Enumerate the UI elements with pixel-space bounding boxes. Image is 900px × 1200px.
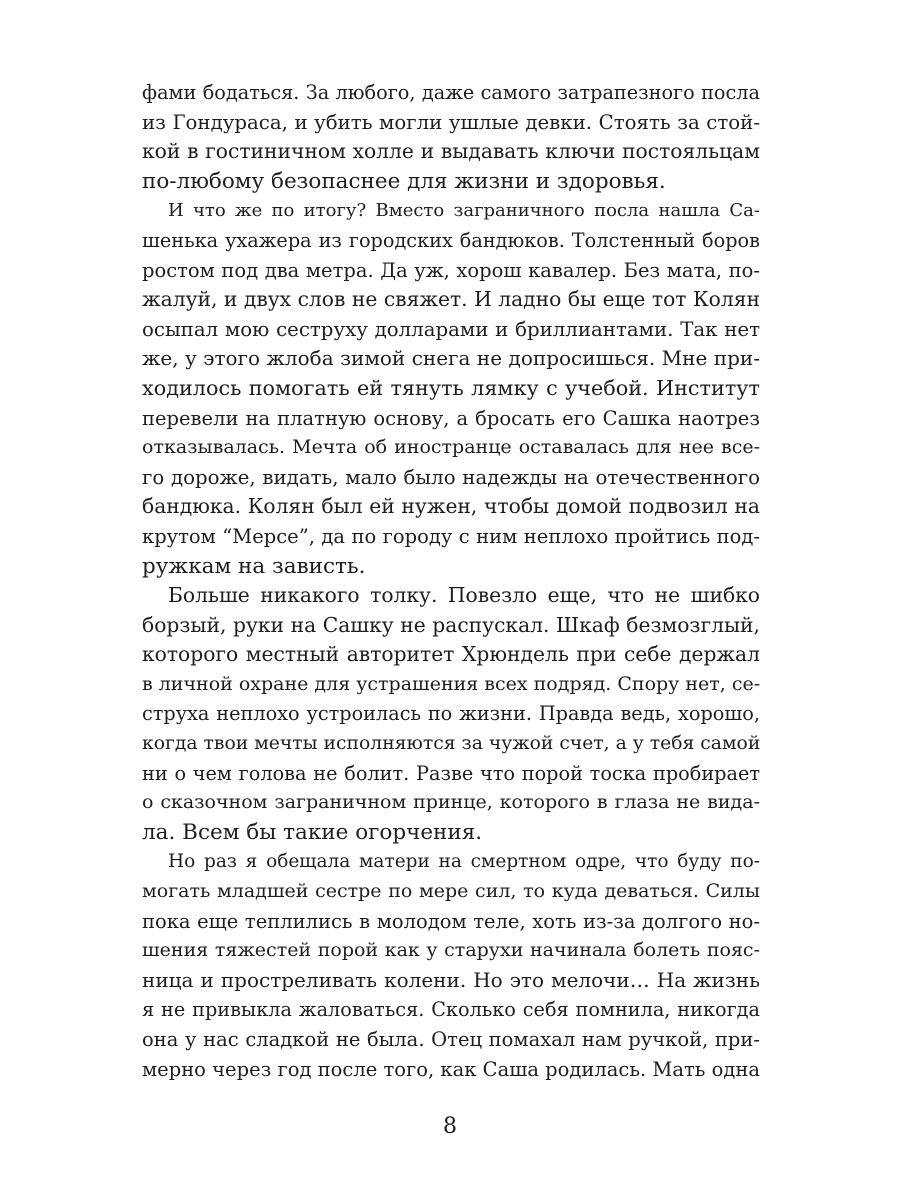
text-line: Но раз я обещала матери на смертном одре, что буду по-: [168, 851, 760, 873]
text-line: же, у этого жлоба зимой снега не допросишься. Мне при-: [142, 346, 760, 371]
text-line: фами бодаться. За любого, даже самого затрапезного посла: [142, 81, 760, 104]
text-line: в личной охране для устрашения всех подряд. Спору нет, се-: [142, 672, 761, 695]
text-line: ростом под два метра. Да уж, хорош кавалер. Без мата, по-: [142, 258, 760, 282]
text-line: И что же по итогу? Вместо заграничного посла нашла Са-: [168, 200, 760, 222]
text-line: ница и простреливать колени. Но это мелочи… На жизнь: [142, 967, 760, 992]
text-line: она у нас сладкой не была. Отец помахал нам ручкой, при-: [142, 1028, 760, 1051]
text-line: го дороже, видать, мало было надежды на отечественного: [142, 465, 760, 489]
text-line: когда твои мечты исполняются за чужой счет, а у тебя самой: [142, 733, 761, 755]
text-line: ла. Всем бы такие огорчения.: [142, 819, 483, 845]
text-line: мерно через год после того, как Саша родилась. Мать одна: [142, 1057, 760, 1081]
text-line: бандюка. Колян был ей нужен, чтобы домой подвозил на: [142, 494, 760, 519]
text-line: о сказочном заграничном принце, которого в глаза не вида-: [142, 791, 760, 814]
text-line: шения тяжестей порой как у старухи начинала болеть пояс-: [142, 939, 760, 962]
text-line: осыпал мою сеструху долларами и бриллиантами. Так нет: [142, 317, 760, 341]
text-line: борзый, руки на Сашку не распускал. Шкаф безмозглый,: [142, 612, 760, 637]
text-line: ни о чем голова не болит. Разве что порой тоска пробирает: [142, 761, 760, 785]
text-line: пока еще теплились в молодом теле, хоть из-за долгого но-: [142, 909, 760, 933]
text-line: струха неплохо устроилась по жизни. Правда ведь, хорошо,: [142, 702, 760, 726]
text-line: кой в гостиничном холле и выдавать ключи постояльцам: [142, 139, 760, 164]
text-line: я не привыкла жаловаться. Сколько себя помнила, никогда: [142, 998, 760, 1022]
text-line: по-любому безопаснее для жизни и здоровья.: [142, 168, 666, 194]
page-body-text: [142, 78, 760, 1084]
text-line: из Гондураса, и убить могли ушлые девки. Стоять за стой-: [142, 110, 760, 134]
text-line: жалуй, и двух слов не свяжет. И ладно бы еще тот Колян: [142, 287, 760, 312]
text-line: ружкам на зависть.: [142, 553, 366, 579]
text-line: которого местный авторитет Хрюндель при себе держал: [142, 642, 760, 667]
page-number: 8: [443, 1114, 457, 1139]
text-line: ходилось помогать ей тянуть лямку с учебой. Институт: [142, 375, 760, 400]
text-line: крутом “Мерсе”, да по городу с ним неплохо пройтись под-: [142, 524, 760, 548]
text-line: могать младшей сестре по мере сил, то куда деваться. Силы: [142, 880, 760, 903]
text-line: Больше никакого толку. Повезло еще, что не шибко: [168, 583, 760, 608]
text-line: перевели на платную основу, а бросать его Сашка наотрез: [142, 406, 760, 430]
text-line: отказывалась. Мечта об иностранце оставалась для нее все-: [142, 436, 760, 459]
text-line: шенька ухажера из городских бандюков. Толстенный боров: [142, 228, 760, 252]
